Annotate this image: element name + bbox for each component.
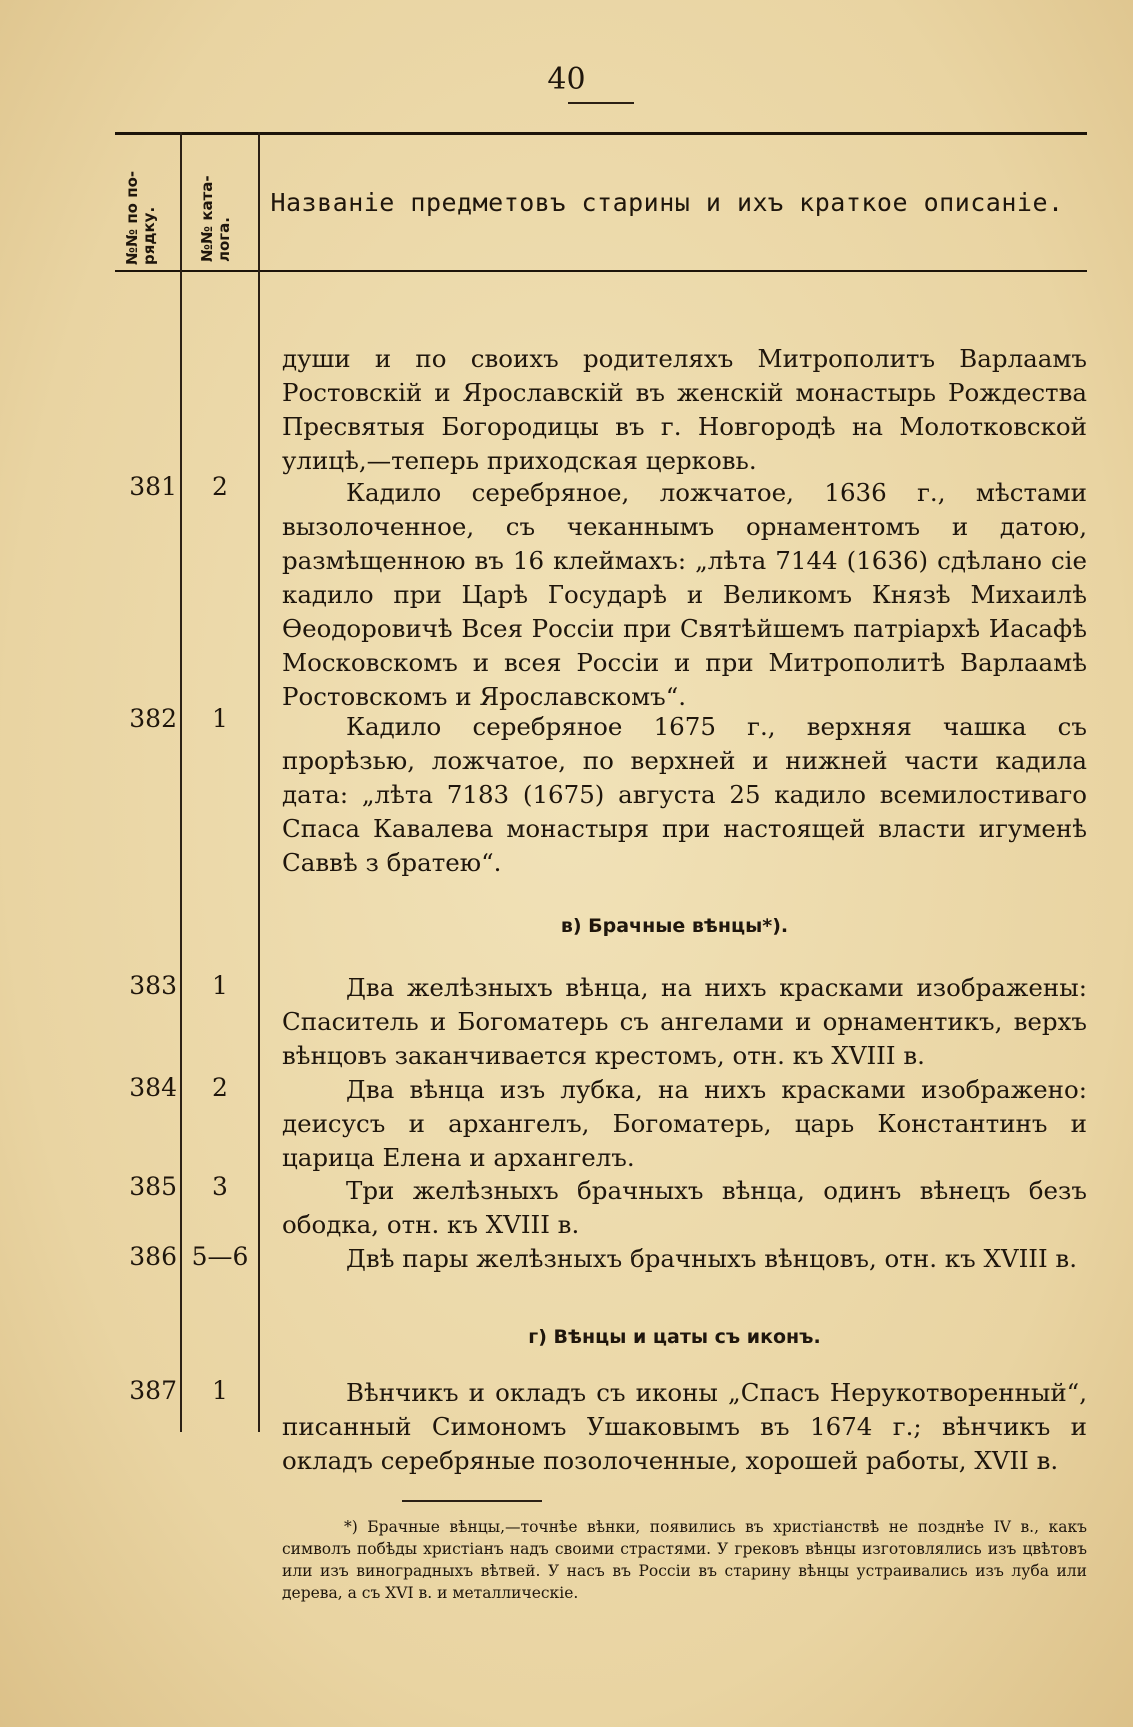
entry-description [282,1073,1087,1175]
row-number: 384 [129,1073,177,1102]
continuation-text-content: души и по своихъ родителяхъ Митрополитъ Варлаамъ Ростовскій и Ярославскій въ женскій монастырь Рождества Пресвятыя Богородицы въ г. Новгородѣ на Молотковской улицѣ,—теперь приходская церковь. [282,344,1087,475]
row-number: 385 [129,1172,177,1201]
row-number: 382 [129,704,177,733]
section-heading-icon-crowns: г) Вѣнцы и цаты съ иконъ. [528,1326,821,1348]
column-header-catalog [199,175,233,262]
column-header-catalog-line1: №№ ката- [198,175,216,262]
entry-description [282,1174,1087,1242]
row-number: 383 [129,971,177,1000]
entry-description-text: Кадило серебряное 1675 г., верхняя чашка съ прорѣзью, ложчатое, по верхней и нижней части кадила дата: „лѣта 7183 (1675) августа 25 кадило всемилостиваго Спаса Кавалева монастыря при настоящей власти игуменѣ Саввѣ з братею“. [282,712,1087,877]
section-heading-wedding-crowns: в) Брачные вѣнцы*). [560,915,789,937]
row-number: 387 [129,1376,177,1405]
entry-description-text: Два вѣнца изъ лубка, на нихъ красками изображено: деисусъ и архангелъ, Богоматерь, царь Константинъ и царица Елена и архангелъ. [282,1075,1087,1172]
page-number: 40 [547,62,586,97]
entry-description [282,971,1087,1073]
row-number: 386 [129,1242,177,1271]
catalog-number: 3 [212,1172,228,1201]
table-header-rule [115,270,1087,272]
column-header-sequence-line1: №№ по по- [123,170,141,265]
column-header-sequence [124,171,158,265]
entry-description-text: Вѣнчикъ и окладъ съ иконы „Спасъ Нерукотворенный“, писанный Симономъ Ушаковымъ въ 1674 г.; вѣнчикъ и окладъ серебряные позолоченные, хорошей работы, XVII в. [282,1378,1087,1475]
column-header-catalog-line2: лога. [215,217,233,262]
table-header-title: Названіе предметовъ старины и ихъ краткое описаніе. [270,188,1064,217]
entry-description-text: Кадило серебряное, ложчатое, 1636 г., мѣстами вызолоченное, съ чеканнымъ орнаментомъ и датою, размѣщенною въ 16 клеймахъ: „лѣта 7144 (1636) сдѣлано сіе кадило при Царѣ Государѣ и Великомъ Князѣ Михаилѣ Ѳеодоровичѣ Всея Россіи при Святѣйшемъ патріархѣ Иасафѣ Московскомъ и всея Россіи и при Митрополитѣ Варлаамѣ Ростовскомъ и Ярославскомъ“. [282,478,1087,711]
entry-description [282,1376,1087,1478]
catalog-number: 2 [212,1073,228,1102]
row-number: 381 [129,472,177,501]
column-divider-1 [180,132,182,1432]
footnote-text: *) Брачные вѣнцы,—точнѣе вѣнки, появились въ христіанствѣ не позднѣе IV в., какъ символъ побѣды христіанъ надъ своими страстями. У грековъ вѣнцы изготовлялись изъ цвѣтовъ или изъ виноградныхъ вѣтвей. У насъ въ Россіи въ старину вѣнцы устраивались изъ луба или дерева, а съ XVI в. и металлическіе. [282,1518,1087,1602]
column-header-sequence-line2: рядку. [140,206,158,265]
entry-description [282,1242,1087,1276]
footnote-rule [402,1500,542,1502]
catalog-number: 2 [212,472,228,501]
page-number-underline [568,102,634,104]
entry-description-text: Два желѣзныхъ вѣнца, на нихъ красками изображены: Спаситель и Богоматерь съ ангелами и орнаментикъ, верхъ вѣнцовъ заканчивается крестомъ, отн. къ XVIII в. [282,973,1087,1070]
entry-description [282,710,1087,880]
footnote [282,1516,1087,1604]
catalog-number: 5—6 [191,1242,249,1271]
catalog-number: 1 [212,971,228,1000]
catalog-number: 1 [212,1376,228,1405]
catalog-number: 1 [212,704,228,733]
continuation-text [282,342,1087,478]
column-divider-2 [258,132,260,1432]
entry-description-text: Три желѣзныхъ брачныхъ вѣнца, одинъ вѣнецъ безъ ободка, отн. къ XVIII в. [282,1176,1087,1239]
entry-description-text: Двѣ пары желѣзныхъ брачныхъ вѣнцовъ, отн. къ XVIII в. [346,1244,1077,1273]
table-top-rule [115,132,1087,135]
entry-description [282,476,1087,714]
